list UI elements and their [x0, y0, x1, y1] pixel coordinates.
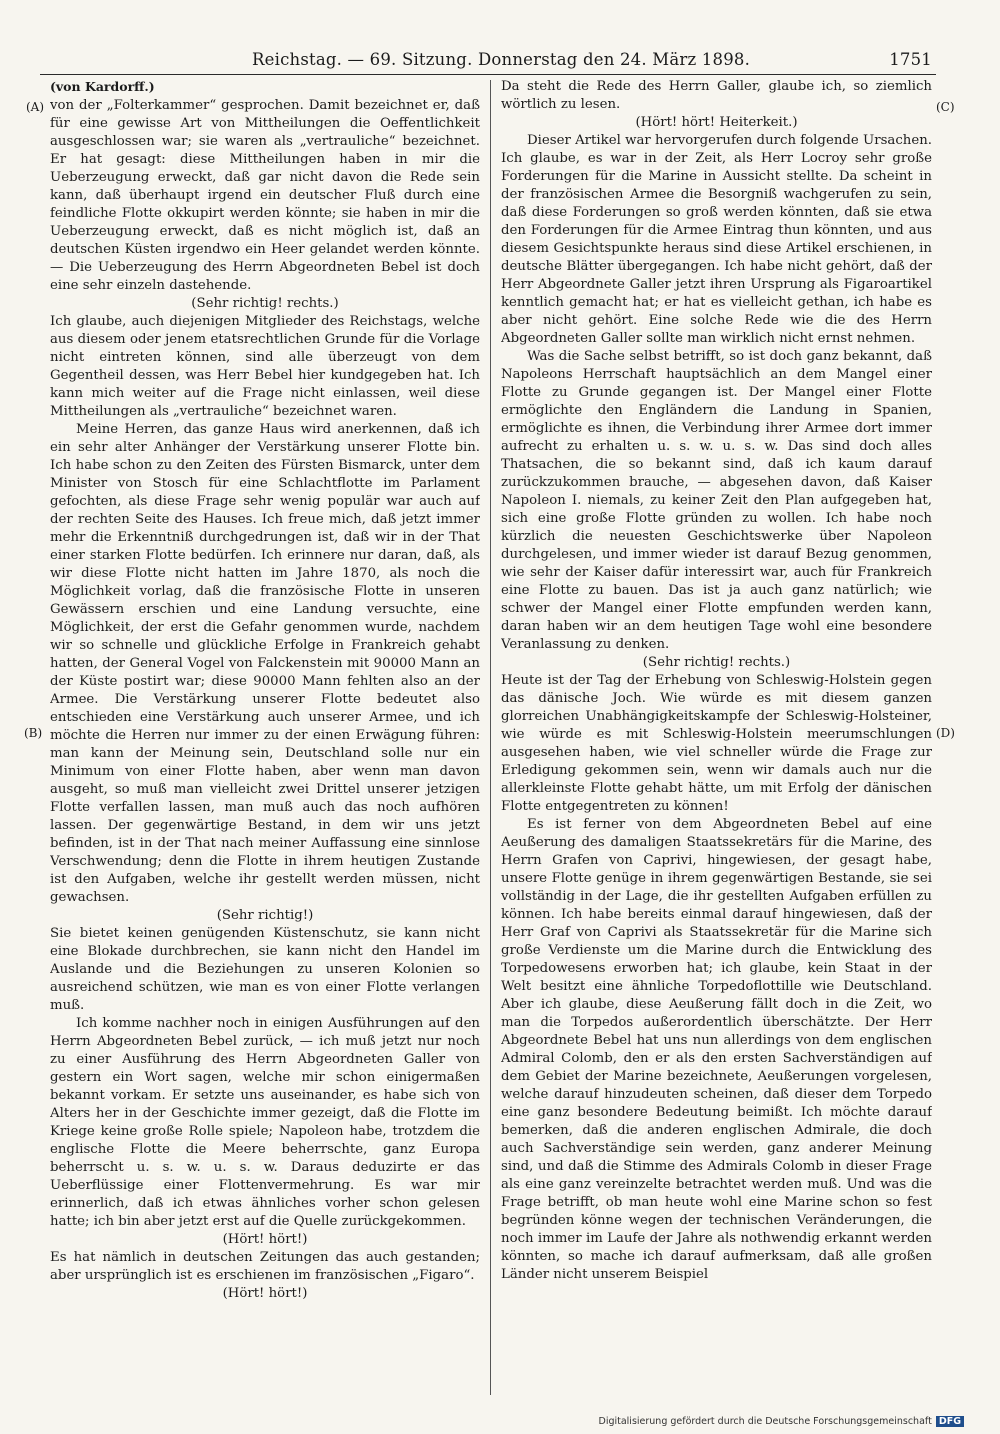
dfg-logo: DFG — [936, 1416, 964, 1427]
margin-marker-b: (B) — [24, 726, 43, 740]
right-column — [501, 78, 932, 1388]
paragraph: Es hat nämlich in deutschen Zeitungen das auch gestanden; aber ursprünglich ist es erschienen im französischen „Figaro“. — [50, 1250, 480, 1283]
interjection: (Sehr richtig! rechts.) — [191, 296, 339, 311]
margin-marker-c: (C) — [936, 100, 955, 114]
margin-marker-d: (D) — [936, 726, 955, 740]
paragraph: Heute ist der Tag der Erhebung von Schleswig-Holstein gegen das dänische Joch. Wie würde es mit diesem ganzen glorreichen Unabhängigkeitskampfe der Schleswig-Holsteiner, wie würde es mit Schleswig-Holstein meerumschlungen ausgesehen haben, wie viel schneller würde die Frage zur Erledigung gekommen sein, wenn wir damals auch nur die allerkleinste Flotte gehabt hätte, um mit Erfolg der dänischen Flotte entgegentreten zu können! — [501, 673, 932, 814]
paragraph: Ich komme nachher noch in einigen Ausführungen auf den Herrn Abgeordneten Bebel zurück, — ich muß jetzt nur noch zu einer Ausführung des Herrn Abgeordneten Galler von gestern ein Wort sagen, welche mir schon einigermaßen bekannt vorkam. Er setzte uns auseinander, es habe sich von Alters her in der Geschichte immer gezeigt, daß die Flotte im Kriege keine große Rolle spiele; Napoleon habe, trotzdem die englische Flotte die Meere beherrschte, ganz Europa beherrscht u. s. w. u. s. w. Daraus deduzirte er das Ueberflüssige einer Flottenvermehrung. Es war mir erinnerlich, daß ich etwas ähnliches vorher schon gelesen hatte; ich bin aber jetzt erst auf die Quelle zurückgekommen. — [50, 1016, 480, 1229]
paragraph: Dieser Artikel war hervorgerufen durch folgende Ursachen. Ich glaube, es war in der Zeit, als Herr Locroy sehr große Forderungen für die Marine in Aussicht stellte. Da scheint in der französischen Armee die Besorgniß wachgerufen zu sein, daß diese Forderungen so groß werden könnten, daß sie etwa den Forderungen für die Armee Eintrag thun könnten, und aus diesem Gesichtspunkte heraus sind diese Artikel erschienen, in deutsche Blätter übergegangen. Ich habe nicht gehört, daß der Herr Abgeordnete Galler jetzt ihren Ursprung als Figaroartikel kenntlich gemacht hat; er hat es vielleicht gethan, ich habe es aber nicht gehört. Eine solche Rede wie die des Herrn Abgeordneten Galler sollte man wirklich nicht ernst nehmen. — [501, 133, 932, 346]
paragraph: Sie bietet keinen genügenden Küstenschutz, sie kann nicht eine Blokade durchbrechen, sie kann nicht den Handel im Auslande und die Beziehungen zu unseren Kolonien so ausreichend schützen, wie man es von einer Flotte verlangen muß. — [50, 926, 480, 1013]
interjection: (Hört! hört!) — [222, 1286, 308, 1301]
footer-credit — [599, 1416, 965, 1427]
page-number: 1751 — [889, 50, 932, 69]
paragraph: Es ist ferner von dem Abgeordneten Bebel auf eine Aeußerung des damaligen Staatssekretärs für die Marine, des Herrn Grafen von Caprivi, hingewiesen, der gesagt habe, unsere Flotte genüge in ihrem gegenwärtigen Bestande, sie sei vollständig in der Lage, die ihr gestellten Aufgaben erfüllen zu können. Ich habe bereits einmal darauf hingewiesen, daß der Herr Graf von Caprivi als Staatssekretär für die Marine sich große Verdienste um die Marine durch die Entwicklung des Torpedowesens erworben hat; ich glaube, kein Staat in der Welt besitzt eine ähnliche Torpedoflottille wie Deutschland. Aber ich glaube, diese Aeußerung fällt doch in die Zeit, wo man die Torpedos außerordentlich überschätzte. Der Herr Abgeordnete Bebel hat uns nun allerdings von dem englischen Admiral Colomb, den er als den ersten Sachverständigen auf dem Gebiet der Marine bezeichnete, Aeußerungen vorgelesen, welche darauf hinzudeuten scheinen, daß dieser dem Torpedo eine ganz besondere Bedeutung beimißt. Ich möchte darauf bemerken, daß die anderen englischen Admirale, die doch auch Sachverständige sein werden, ganz anderer Meinung sind, und daß die Stimme des Admirals Colomb in dieser Frage als eine ganz vereinzelte betrachtet werden muß. Und was die Frage betrifft, ob man heute wohl eine Marine schon so fest begründen könne wegen der technischen Veränderungen, die noch immer im Laufe der Jahre als nothwendig erkannt werden könnten, so mache ich darauf aufmerksam, daß alle großen Länder nicht unserem Beispiel — [501, 817, 932, 1282]
footer-text: Digitalisierung gefördert durch die Deutsche Forschungsgemeinschaft — [598, 1416, 932, 1427]
running-header — [252, 50, 932, 72]
margin-marker-a: (A) — [26, 100, 45, 114]
speaker-name — [50, 78, 480, 97]
header-rule — [40, 74, 936, 75]
speaker-label: (von Kardorff.) — [50, 79, 155, 94]
interjection: (Hört! hört! Heiterkeit.) — [635, 115, 798, 130]
column-divider — [490, 80, 491, 1395]
paragraph: Was die Sache selbst betrifft, so ist doch ganz bekannt, daß Napoleons Herrschaft hauptsächlich an dem Mangel einer Flotte zu Grunde gegangen ist. Der Mangel einer Flotte ermöglichte den Engländern die Landung in Spanien, ermöglichte es ihnen, die Verbindung ihrer Armee dort immer aufrecht zu erhalten u. s. w. u. s. w. Das sind doch alles Thatsachen, die so bekannt sind, daß ich kaum darauf zurückzukommen brauche, — abgesehen davon, daß Kaiser Napoleon I. niemals, zu keiner Zeit den Plan aufgegeben hat, sich eine große Flotte gründen zu wollen. Ich habe noch kürzlich die neuesten Geschichtswerke über Napoleon durchgelesen, und immer wieder ist darauf Bezug genommen, wie sehr der Kaiser dafür interessirt war, auch für Frankreich eine Flotte zu bauen. Das ist ja auch ganz natürlich; wie schwer der Mangel einer Flotte empfunden werden kann, daran haben wir an dem heutigen Tage wohl eine besondere Veranlassung zu denken. — [501, 349, 932, 652]
paragraph: Da steht die Rede des Herrn Galler, glaube ich, so ziemlich wörtlich zu lesen. — [501, 79, 932, 112]
page-header-title: Reichstag. — 69. Sitzung. Donnerstag den 24. März 1898. — [252, 50, 751, 69]
interjection: (Sehr richtig!) — [216, 908, 314, 923]
paragraph: von der „Folterkammer“ gesprochen. Damit bezeichnet er, daß für eine gewisse Art von Mittheilungen die Oeffentlichkeit ausgeschlossen war; sie waren als „vertrauliche“ bezeichnet. Er hat gesagt: diese Mittheilungen haben in mir die Ueberzeugung erweckt, daß gar nicht davon die Rede sein kann, daß überhaupt irgend ein deutscher Fluß durch eine feindliche Flotte okkupirt werden könnte; sie haben in mir die Ueberzeugung erweckt, daß es nicht möglich ist, daß an deutschen Küsten irgendwo ein Heer gelandet werden könnte. — Die Ueberzeugung des Herrn Abgeordneten Bebel ist doch eine sehr einzeln dastehende. — [50, 98, 480, 293]
interjection: (Sehr richtig! rechts.) — [642, 655, 791, 670]
interjection: (Hört! hört!) — [222, 1232, 308, 1247]
left-column — [50, 78, 480, 1388]
paragraph: Ich glaube, auch diejenigen Mitglieder des Reichstags, welche aus diesem oder jenem etatsrechtlichen Grunde für die Vorlage nicht eintreten können, sind alle überzeugt von dem Gegentheil dessen, was Herr Bebel hier kundgegeben hat. Ich kann mich weiter auf die Frage nicht einlassen, weil diese Mittheilungen als „vertrauliche“ bezeichnet waren. — [50, 314, 480, 419]
paragraph: Meine Herren, das ganze Haus wird anerkennen, daß ich ein sehr alter Anhänger der Verstärkung unserer Flotte bin. Ich habe schon zu den Zeiten des Fürsten Bismarck, unter dem Minister von Stosch für eine Schlachtflotte im Parlament gefochten, als diese Frage sehr wenig populär war auch auf der rechten Seite des Hauses. Ich freue mich, daß jetzt immer mehr die Erkenntniß durchgedrungen ist, daß wir in der That einer starken Flotte bedürfen. Ich erinnere nur daran, daß, als wir diese Flotte nicht hatten im Jahre 1870, als noch die Möglichkeit vorlag, daß die französische Flotte in unseren Gewässern erschien und eine Landung versuchte, eine Möglichkeit, der erst die Gefahr genommen wurde, nachdem wir so schnelle und glückliche Erfolge in Frankreich gehabt hatten, der General Vogel von Falckenstein mit 90000 Mann an der Küste postirt war; diese 90000 Mann fehlten also an der Armee. Die Verstärkung unserer Flotte bedeutet also entschieden eine Verstärkung auch unserer Armee, und ich möchte die Herren nur immer zu der einen Erwägung führen: man kann der Meinung sein, Deutschland solle nur ein Minimum von einer Flotte haben, aber wenn man davon ausgeht, so muß man vielleicht zwei Drittel unserer jetzigen Flotte verfallen lassen, man muß auch das noch aufhören lassen. Der gegenwärtige Bestand, in dem wir uns jetzt befinden, ist in der That nach meiner Auffassung eine sinnlose Verschwendung; denn die Flotte in ihrem heutigen Zustande ist den Aufgaben, welche ihr gestellt werden müssen, nicht gewachsen. — [50, 422, 480, 905]
